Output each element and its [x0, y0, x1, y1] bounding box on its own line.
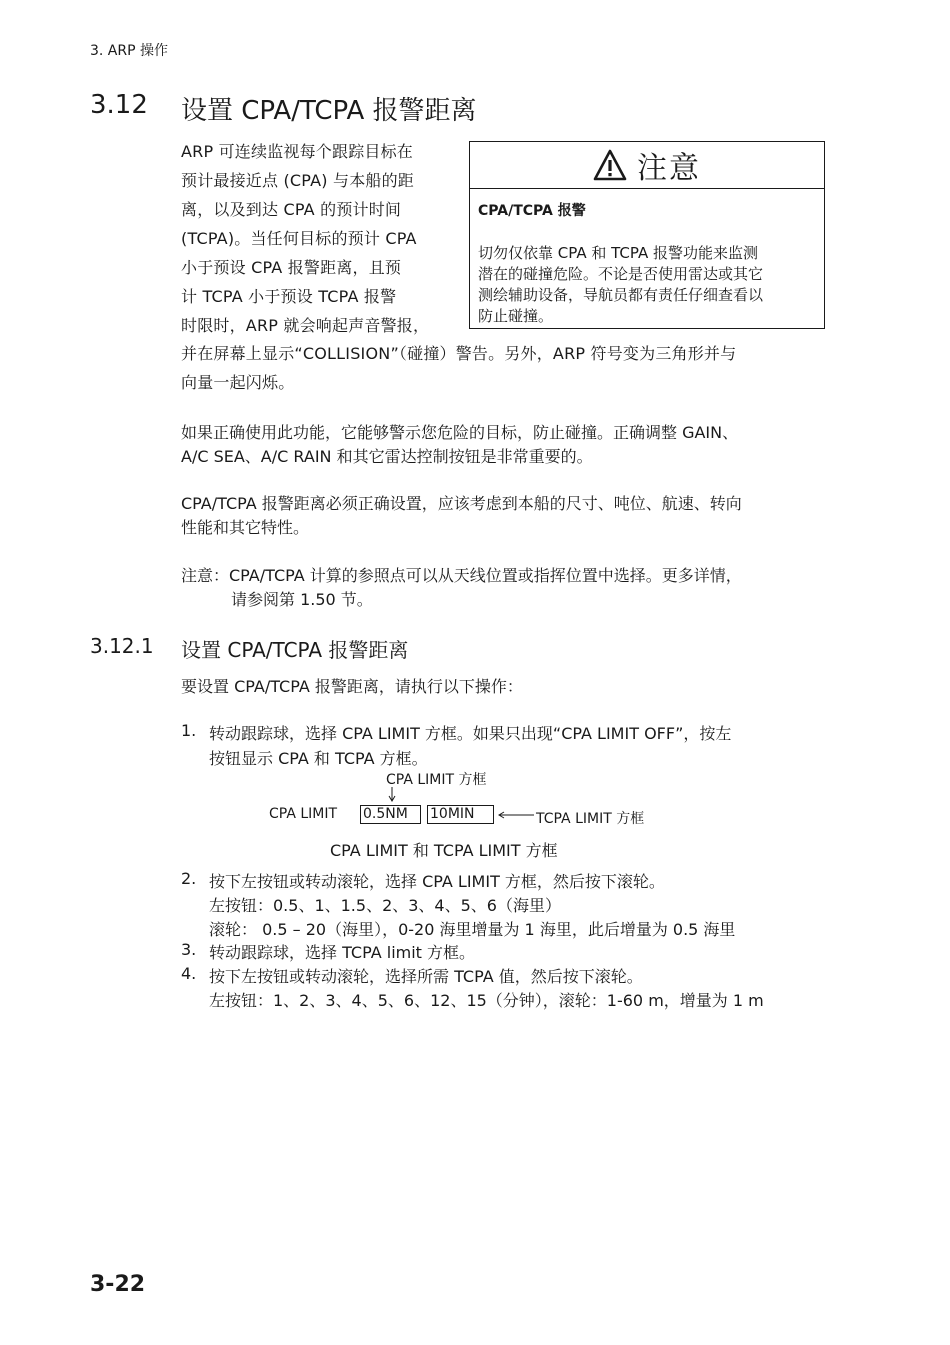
- caution-text-line: 切勿仅依靠 CPA 和 TCPA 报警功能来监测: [478, 244, 758, 262]
- step-line: 左按钮：1、2、3、4、5、6、12、15（分钟），滚轮：1-60 m，增量为 1 m: [209, 991, 764, 1010]
- note-line: 注意：CPA/TCPA 计算的参照点可以从天线位置或指挥位置中选择。更多详情，: [181, 566, 742, 585]
- caution-text-line: 潜在的碰撞危险。不论是否使用雷达或其它: [478, 265, 764, 283]
- intro-line: (TCPA)。当任何目标的预计 CPA: [181, 229, 417, 248]
- caution-box: [469, 141, 825, 329]
- paragraph-line: CPA/TCPA 报警距离必须正确设置，应该考虑到本船的尺寸、吨位、航速、转向: [181, 494, 742, 513]
- intro-line: 离，以及到达 CPA 的预计时间: [181, 200, 402, 219]
- caution-title: 注意: [637, 151, 701, 186]
- step-number: 4.: [181, 964, 197, 983]
- subsection-intro: 要设置 CPA/TCPA 报警距离，请执行以下操作：: [181, 677, 523, 696]
- paragraph-line: 如果正确使用此功能，它能够警示您危险的目标，防止碰撞。正确调整 GAIN、: [181, 423, 739, 442]
- arrow-left-icon: [497, 809, 535, 821]
- arrow-down-icon: [387, 787, 397, 803]
- intro-line: 小于预设 CPA 报警距离，且预: [181, 258, 402, 277]
- intro-line: 预计最接近点 (CPA) 与本船的距: [181, 171, 414, 190]
- step-line: 按下左按钮或转动滚轮，选择 CPA LIMIT 方框，然后按下滚轮。: [209, 872, 665, 891]
- caution-header: [470, 142, 824, 189]
- step-number: 3.: [181, 940, 197, 959]
- step-number: 1.: [181, 721, 197, 740]
- step-line: 按钮显示 CPA 和 TCPA 方框。: [209, 749, 428, 768]
- step-number: 2.: [181, 869, 197, 888]
- subsection-number: 3.12.1: [90, 634, 154, 658]
- step-line: 转动跟踪球，选择 CPA LIMIT 方框。如果只出现“CPA LIMIT OFF”，按左: [209, 724, 732, 743]
- subsection-title: 设置 CPA/TCPA 报警距离: [181, 638, 409, 662]
- intro-line: 计 TCPA 小于预设 TCPA 报警: [181, 287, 397, 306]
- cpa-limit-box[interactable]: 0.5NM: [360, 805, 421, 824]
- step-line: 左按钮：0.5、1、1.5、2、3、4、5、6（海里）: [209, 896, 561, 915]
- page-number: 3-22: [90, 1272, 146, 1297]
- section-number: 3.12: [90, 90, 148, 120]
- intro-line: 时限时，ARP 就会响起声音警报，: [181, 316, 430, 335]
- diagram-caption: CPA LIMIT 和 TCPA LIMIT 方框: [330, 841, 558, 860]
- note-line: 请参阅第 1.50 节。: [231, 590, 373, 609]
- diagram-cpa-box-label: CPA LIMIT 方框: [386, 772, 487, 788]
- warning-triangle-icon: [593, 149, 627, 181]
- intro-line: ARP 可连续监视每个跟踪目标在: [181, 142, 413, 161]
- step-line: 转动跟踪球，选择 TCPA limit 方框。: [209, 943, 476, 962]
- tcpa-limit-box[interactable]: 10MIN: [427, 805, 494, 824]
- caution-text-line: 防止碰撞。: [478, 307, 554, 325]
- step-line: 滚轮： 0.5 – 20（海里），0-20 海里增量为 1 海里，此后增量为 0.5 海里: [209, 920, 736, 939]
- diagram-cpa-limit-label: CPA LIMIT: [269, 806, 338, 822]
- caution-text-line: 测绘辅助设备，导航员都有责任仔细查看以: [478, 286, 764, 304]
- diagram-tcpa-box-label: TCPA LIMIT 方框: [536, 811, 645, 827]
- intro-line: 向量一起闪烁。: [181, 373, 295, 392]
- paragraph-line: 性能和其它特性。: [181, 518, 310, 537]
- intro-line: 并在屏幕上显示“COLLISION”（碰撞）警告。另外，ARP 符号变为三角形并与: [181, 344, 737, 363]
- running-header: 3. ARP 操作: [90, 43, 169, 59]
- caution-subtitle: CPA/TCPA 报警: [478, 203, 586, 219]
- paragraph-line: A/C SEA、A/C RAIN 和其它雷达控制按钮是非常重要的。: [181, 447, 593, 466]
- step-line: 按下左按钮或转动滚轮，选择所需 TCPA 值，然后按下滚轮。: [209, 967, 643, 986]
- section-title: 设置 CPA/TCPA 报警距离: [181, 96, 477, 126]
